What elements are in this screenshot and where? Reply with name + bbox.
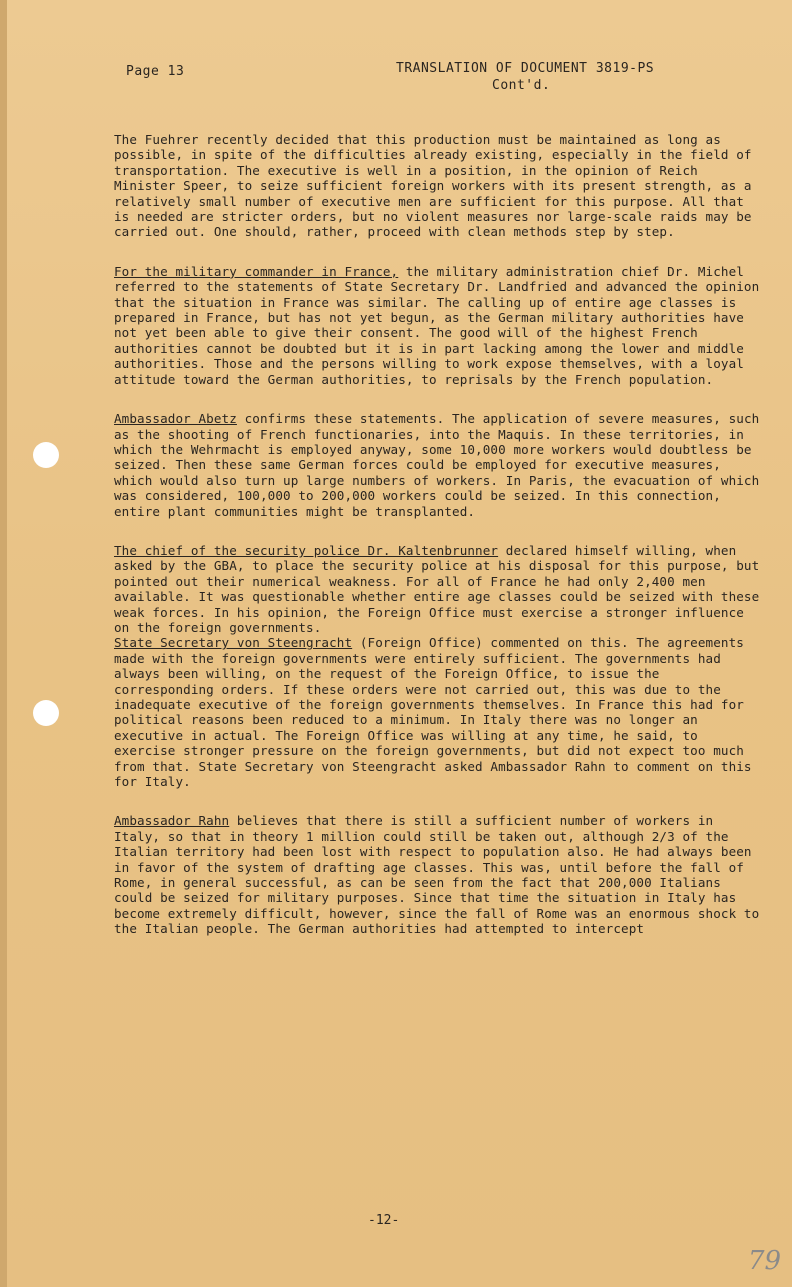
paragraph-lead: Ambassador Rahn (114, 813, 230, 829)
paragraph-lead: The chief of the security police Dr. Kaltenbrunner (114, 542, 499, 558)
paragraph-kaltenbrunner (114, 543, 764, 635)
paragraph-text: The Fuehrer recently decided that this production must be maintained as long as possible, in spite of the difficulties already existing, especially in the field of transportation. The executive is well in a position, in the opinion of Reich Minister Speer, to seize sufficient foreign workers with its present strength, as a relatively small number of executive men are sufficient for this purpose. All that is needed are stricter orders, but no violent measures nor large-scale raids may be carried out. One should, rather, proceed with clean methods step by step. (114, 132, 752, 240)
paragraph-military-commander (114, 264, 764, 387)
paragraph-rahn (114, 813, 764, 936)
paragraph-text: the military administration chief Dr. Michel referred to the statements of State Secretary Dr. Landfried and advanced the opinion that the situation in France was similar. The calling up of entire age classes is prepared in France, but has not yet begun, as the German military authorities have not yet been able to give their consent. The good will of the highest French authorities cannot be doubted but it is in part lacking among the lower and middle authorities. Those and the persons willing to work expose themselves, with a loyal attitude toward the German authorities, to reprisals by the French population. (114, 263, 760, 387)
paragraph-text: believes that there is still a sufficient number of workers in Italy, so that in theory 1 million could still be taken out, although 2/3 of the Italian territory had been lost with respect to population also. He had always been in favor of the system of drafting age classes. This was, until before the fall of Rome, in general successful, as can be seen from the fact that 200,000 Italians could be seized for military purposes. Since that time the situation in Italy has become extremely difficult, however, since the fall of Rome was an enormous shock to the Italian people. The German authorities had attempted to intercept (114, 813, 760, 937)
punch-hole (33, 442, 59, 468)
title-line: TRANSLATION OF DOCUMENT 3819-PS (396, 61, 655, 76)
paragraph-abetz (114, 411, 764, 519)
paragraph-lead: Ambassador Abetz (114, 411, 237, 427)
paragraph-steengracht (114, 635, 764, 789)
paragraph-text: (Foreign Office) commented on this. The agreements made with the foreign governments were entirely sufficient. The governments had always been willing, on the request of the Foreign Office, to issue the corresponding orders. If these orders were not carried out, this was due to the inadequate executive of the foreign governments themselves. In France this had for political reasons been reduced to a minimum. In Italy there was no longer an executive in actual. The Foreign Office was willing at any time, he said, to exercise stronger pressure on the foreign governments, but did not expect too much from that. State Secretary von Steengracht asked Ambassador Rahn to comment on this for Italy. (114, 635, 752, 790)
paragraph-text: declared himself willing, when asked by the GBA, to place the security police at his disposal for this purpose, but pointed out their numerical weakness. For all of France he had only 2,400 men available. It was questionable whether entire age classes could be seized with these weak forces. In his opinion, the Foreign Office must exercise a stronger influence on the foreign governments. (114, 542, 760, 635)
punch-hole (33, 700, 59, 726)
page-label: Page 13 (126, 64, 185, 79)
paragraph-lead: For the military commander in France, (114, 263, 399, 279)
paragraph-fuehrer (114, 132, 764, 240)
page-number: -12- (368, 1213, 400, 1228)
handwritten-folio-number: 79 (748, 1246, 782, 1276)
title-continued: Cont'd. (492, 78, 551, 93)
document-body (114, 132, 764, 961)
page-edge (0, 0, 7, 1287)
paragraph-text: confirms these statements. The application of severe measures, such as the shooting of French functionaries, into the Maquis. In these territories, in which the Wehrmacht is employed anyway, some 10,000 more workers would doubtless be seized. Then these same German forces could be employed for executive measures, which would also turn up large numbers of workers. In Paris, the evacuation of which was considered, 100,000 to 200,000 workers could be seized. In this connection, entire plant communities might be transplanted. (114, 411, 760, 519)
document-title (396, 60, 736, 94)
paragraph-lead: State Secretary von Steengracht (114, 635, 353, 651)
